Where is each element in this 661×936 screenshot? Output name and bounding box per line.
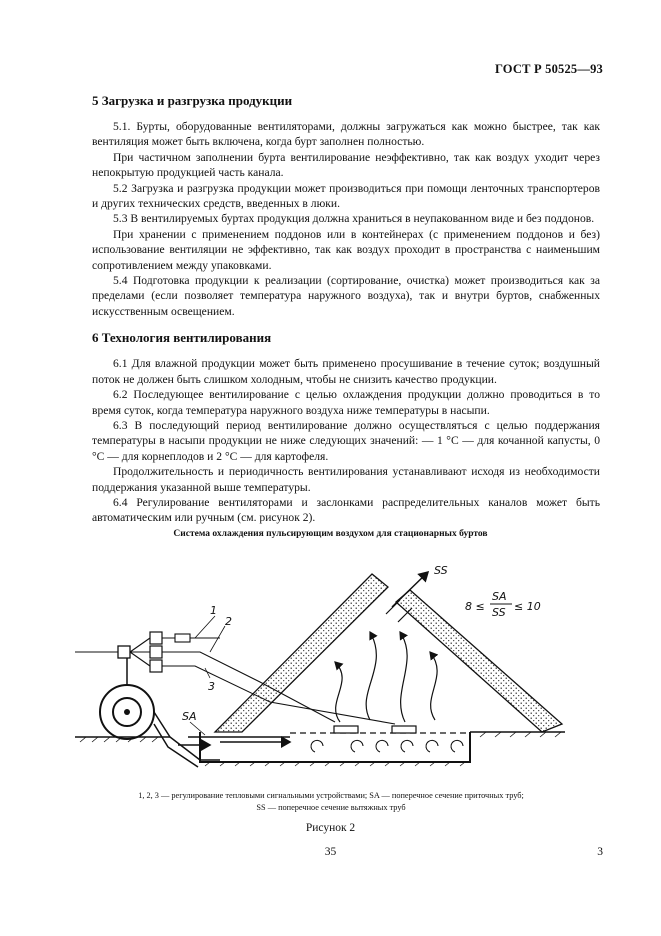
figure-diagram xyxy=(70,552,590,782)
control-box xyxy=(118,646,130,658)
paragraph-5-4: 5.4 Подготовка продукции к реализации (сортирование, очистка) может производиться как за пределами (если позволяет температура наружного воздуха), так и внутри буртов, снабженных искусственным освещением. xyxy=(92,274,600,318)
paragraph-5-1b: При частичном заполнении бурта вентилирование неэффективно, так как воздух уходит через непокрытую продукцией часть канала. xyxy=(92,150,600,180)
paragraph-6-3b: Продолжительность и периодичность вентилирования устанавливают исходя из необходимости поддержания указанной выше температуры. xyxy=(92,465,600,494)
label-ss: SS xyxy=(434,564,448,577)
caption-line-1: 1, 2, 3 — регулирование тепловыми сигнальными устройствами; SA — поперечное сечение приточных труб; xyxy=(138,791,524,800)
figure-label: Рисунок 2 xyxy=(305,822,356,834)
standard-code: ГОСТ Р 50525—93 xyxy=(494,62,603,76)
label-1: 1 xyxy=(210,604,217,617)
section-6-title: 6 Технология вентилирования xyxy=(92,330,272,346)
control-lines xyxy=(75,638,150,666)
sensor-box xyxy=(150,646,162,658)
paragraph-6-2: 6.2 Последующее вентилирование с целью охлаждения продукции должно проводиться в то время суток, когда температура наружного воздуха ниже температуры в насыпи. xyxy=(92,388,600,417)
fan-hub xyxy=(124,709,130,715)
sensor-element xyxy=(175,634,190,642)
formula-den: SS xyxy=(492,606,506,619)
figure-caption xyxy=(80,790,582,814)
sensor-box xyxy=(150,660,162,672)
paragraph-5-1: 5.1. Бурты, оборудованные вентиляторами, должны загружаться как можно быстрее, так как вентиляция может быть включена, когда бурт заполнен полностью. xyxy=(92,120,600,149)
damper xyxy=(392,726,416,733)
formula-left: 8 ≤ xyxy=(465,600,485,613)
paragraph-5-3b: При хранении с применением поддонов или в контейнерах (с применением поддонов и без) использование вентиляции не эффективно, так как воздух проходит в пространства с наименьшим сопротивлением между упаковками. xyxy=(92,227,600,272)
cooling-system-diagram xyxy=(70,552,590,782)
paragraph-6-4: 6.4 Регулирование вентиляторами и заслонками распределительных каналов может быть автоматическим или ручным (см. рисунок 2). xyxy=(92,495,600,525)
airflow-curve xyxy=(430,652,437,720)
paragraph-6-3: 6.3 В последующий период вентилирование должно осуществляться с целью поддержания температуры в насыпи продукции не ниже следующих значений: — 1 °С — для кочанной капусты, 0 °С — для корнеплодов и 2 °С — для картофеля. xyxy=(92,418,600,463)
leader-2 xyxy=(210,626,225,652)
label-3: 3 xyxy=(208,680,215,693)
paragraph-6-1: 6.1 Для влажной продукции может быть применено просушивание в течение суток; воздушный поток не должен быть слишком холодным, чтобы не снизить качество продукции. xyxy=(92,357,600,386)
caption-line-2: SS — поперечное сечение вытяжных труб xyxy=(256,803,406,812)
airflow-curve xyxy=(366,632,376,720)
channel-swirl xyxy=(401,740,413,752)
pile-left-wall xyxy=(215,574,388,732)
leader-1 xyxy=(195,616,215,638)
sa-pointer xyxy=(190,722,205,735)
corner-number: 3 xyxy=(597,846,603,858)
page-number: 35 xyxy=(324,846,337,858)
paragraph-5-2: 5.2 Загрузка и разгрузка продукции может производиться при помощи ленточных транспортеров и других технических средств, введенных в люки. xyxy=(92,181,600,211)
formula-num: SA xyxy=(492,590,507,603)
label-2: 2 xyxy=(225,615,232,628)
channel-swirl xyxy=(311,740,323,752)
channel-swirl xyxy=(376,740,388,752)
formula-right: ≤ 10 xyxy=(514,600,541,613)
figure-title: Система охлаждения пульсирующим воздухом для стационарных буртов xyxy=(173,529,488,539)
label-sa: SA xyxy=(182,710,197,723)
paragraph-5-3: 5.3 В вентилируемых буртах продукция должна храниться в неупакованном виде и без поддонов. xyxy=(113,212,595,226)
section-5-title: 5 Загрузка и разгрузка продукции xyxy=(92,93,293,108)
channel-swirl xyxy=(426,740,438,752)
sensor-box xyxy=(150,632,162,644)
channel-swirl xyxy=(351,740,363,752)
airflow-curve xyxy=(400,632,407,722)
airflow-curve xyxy=(335,662,342,722)
damper xyxy=(334,726,358,733)
text-body xyxy=(92,93,600,526)
channel-swirl xyxy=(451,740,463,752)
